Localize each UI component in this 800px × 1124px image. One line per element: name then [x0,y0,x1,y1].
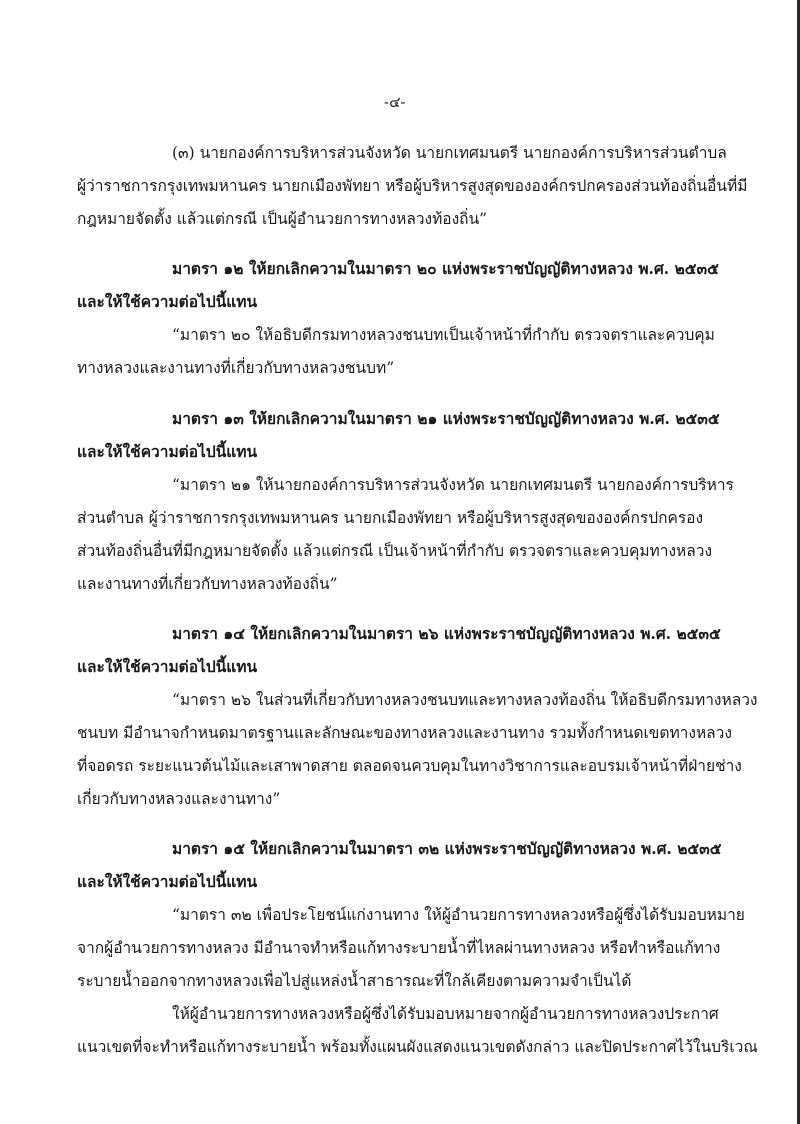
body-line: (๓) นายกองค์การบริหารส่วนจังหวัด นายกเทศมนตรี นายกองค์การบริหารส่วนตำบล [172,144,727,162]
section-12-heading-cont: และให้ใช้ความต่อไปนี้แทน [77,292,258,311]
body-line: ส่วนตำบล ผู้ว่าราชการกรุงเทพมหานคร นายกเมืองพัทยา หรือผู้บริหารสูงสุดขององค์กรปกครอง [77,509,704,527]
body-line: ระบายน้ำออกจากทางหลวงเพื่อไปสู่แหล่งน้ำสาธารณะที่ใกล้เคียงตามความจำเป็นได้ [77,972,632,990]
body-line: ส่วนท้องถิ่นอื่นที่มีกฎหมายจัดตั้ง แล้วแต่กรณี เป็นเจ้าหน้าที่กำกับ ตรวจตราและควบคุมทางหลวง [77,542,713,560]
body-line: “มาตรา ๒๖ ในส่วนที่เกี่ยวกับทางหลวงชนบทและทางหลวงท้องถิ่น ให้อธิบดีกรมทางหลวง [172,691,758,709]
body-line: แนวเขตที่จะทำหรือแก้ทางระบายน้ำ พร้อมทั้งแผนผังแสดงแนวเขตดังกล่าว และปิดประกาศไว้ในบริเวณ [77,1038,758,1056]
body-line: “มาตรา ๒๑ ให้นายกองค์การบริหารส่วนจังหวัด นายกเทศมนตรี นายกองค์การบริหาร [172,476,734,494]
body-line: “มาตรา ๓๒ เพื่อประโยชน์แก่งานทาง ให้ผู้อำนวยการทางหลวงหรือผู้ซึ่งได้รับมอบหมาย [172,906,745,924]
section-12-heading: มาตรา ๑๒ ให้ยกเลิกความในมาตรา ๒๐ แห่งพระราชบัญญัติทางหลวง พ.ศ. ๒๕๓๕ [172,259,719,278]
body-line: เกี่ยวกับทางหลวงและงานทาง” [77,790,281,808]
body-line: จากผู้อำนวยการทางหลวง มีอำนาจทำหรือแก้ทางระบายน้ำที่ไหลผ่านทางหลวง หรือทำหรือแก้ทาง [77,939,721,957]
section-13-heading: มาตรา ๑๓ ให้ยกเลิกความในมาตรา ๒๑ แห่งพระราชบัญญัติทางหลวง พ.ศ. ๒๕๓๕ [172,409,720,428]
body-line: และงานทางที่เกี่ยวกับทางหลวงท้องถิ่น” [77,575,338,593]
body-line: ให้ผู้อำนวยการทางหลวงหรือผู้ซึ่งได้รับมอบหมายจากผู้อำนวยการทางหลวงประกาศ [172,1005,719,1023]
page-number: -๔- [384,93,406,111]
section-15-heading: มาตรา ๑๕ ให้ยกเลิกความในมาตรา ๓๒ แห่งพระราชบัญญัติทางหลวง พ.ศ. ๒๕๓๕ [172,839,722,858]
body-line: ชนบท มีอำนาจกำหนดมาตรฐานและลักษณะของทางหลวงและงานทาง รวมทั้งกำหนดเขตทางหลวง [77,724,732,742]
body-line: ทางหลวงและงานทางที่เกี่ยวกับทางหลวงชนบท” [77,359,395,377]
body-line: ผู้ว่าราชการกรุงเทพมหานคร นายกเมืองพัทยา หรือผู้บริหารสูงสุดขององค์กรปกครองส่วนท้องถิ่นอื่นที่มี [77,177,748,195]
section-15-heading-cont: และให้ใช้ความต่อไปนี้แทน [77,872,258,891]
section-13-heading-cont: และให้ใช้ความต่อไปนี้แทน [77,442,258,461]
body-line: “มาตรา ๒๐ ให้อธิบดีกรมทางหลวงชนบทเป็นเจ้าหน้าที่กำกับ ตรวจตราและควบคุม [172,326,715,344]
body-line: กฎหมายจัดตั้ง แล้วแต่กรณี เป็นผู้อำนวยการทางหลวงท้องถิ่น” [77,210,488,228]
section-14-heading-cont: และให้ใช้ความต่อไปนี้แทน [77,657,258,676]
section-14-heading: มาตรา ๑๔ ให้ยกเลิกความในมาตรา ๒๖ แห่งพระราชบัญญัติทางหลวง พ.ศ. ๒๕๓๕ [172,624,721,643]
body-line: ที่จอดรถ ระยะแนวต้นไม้และเสาพาดสาย ตลอดจนควบคุมในทางวิชาการและอบรมเจ้าหน้าที่ฝ่ายช่าง [77,757,742,775]
